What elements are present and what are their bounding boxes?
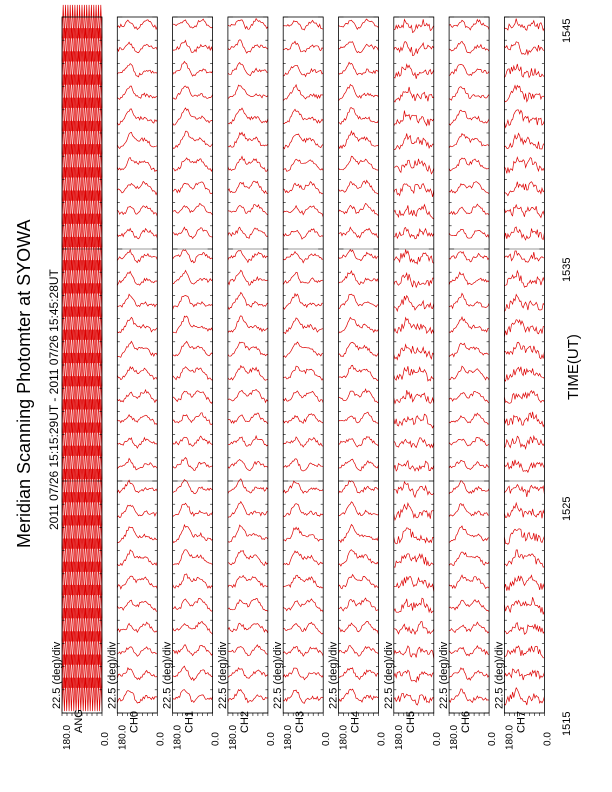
panel-scale-label-ch4: 22.5 (deg)/div (327, 641, 340, 709)
panel-scale-label-ch5: 22.5 (deg)/div (382, 641, 395, 709)
panel-ymax-label-ch7: 180.0 (504, 724, 516, 750)
panel-ymin-label-ch0: 0.0 (155, 732, 167, 746)
x-tick-label-1545: 1545 (561, 18, 573, 43)
chart-subtitle: 2011 07/26 15:15:29UT - 2011 07/26 15:45:28UT (47, 269, 61, 530)
panel-ymax-label-ch5: 180.0 (393, 724, 405, 750)
panel-ylabel-ch6: CH6 (460, 710, 473, 733)
panel-ylabel-ch3: CH3 (294, 710, 307, 733)
panel-ymax-label-ch6: 180.0 (449, 724, 461, 750)
x-tick-label-1515: 1515 (561, 711, 573, 736)
panel-ylabel-ch5: CH5 (404, 710, 417, 733)
x-tick-label-1525: 1525 (561, 496, 573, 521)
panel-scale-label-ch1: 22.5 (deg)/div (161, 641, 174, 709)
panel-ymin-label-ang: 0.0 (100, 732, 111, 746)
panel-ymin-label-ch2: 0.0 (265, 732, 277, 746)
panel-scale-label-ch2: 22.5 (deg)/div (216, 641, 229, 709)
panel-ymax-label-ch2: 180.0 (227, 724, 239, 750)
panel-ymin-label-ch6: 0.0 (487, 732, 499, 746)
panel-ylabel-ch1: CH1 (183, 710, 196, 733)
panel-scale-label-ch0: 22.5 (deg)/div (106, 641, 119, 709)
panel-ylabel-ang: ANG (73, 709, 85, 733)
panel-ymin-label-ch4: 0.0 (376, 732, 388, 746)
x-tick-label-1535: 1535 (561, 257, 573, 282)
panel-scale-label-ch3: 22.5 (deg)/div (272, 641, 285, 709)
panel-ymax-label-ch4: 180.0 (338, 724, 350, 750)
panel-ymin-label-ch5: 0.0 (431, 732, 443, 746)
panel-ymax-label-ch0: 180.0 (117, 724, 129, 750)
panel-ylabel-ch2: CH2 (238, 710, 251, 733)
panel-ylabel-ch0: CH0 (128, 710, 141, 733)
panel-ymax-label-ang: 180.0 (62, 724, 73, 750)
panel-ymax-label-ch1: 180.0 (172, 724, 184, 750)
panel-ylabel-ch4: CH4 (349, 710, 362, 733)
x-axis-title: TIME(UT) (565, 334, 582, 400)
panel-scale-label-ch7: 22.5 (deg)/div (493, 641, 506, 709)
panel-ymin-label-ch3: 0.0 (321, 732, 333, 746)
chart-title: Meridian Scanning Photomter at SYOWA (14, 219, 34, 548)
panel-scale-label-ch6: 22.5 (deg)/div (438, 641, 451, 709)
panel-ylabel-ch7: CH7 (515, 710, 528, 733)
panel-scale-label-ang: 22.5 (deg)/div (51, 641, 63, 709)
panel-ymin-label-ch1: 0.0 (210, 732, 222, 746)
panel-ymax-label-ch3: 180.0 (283, 724, 295, 750)
panel-ymin-label-ch7: 0.0 (542, 732, 554, 746)
